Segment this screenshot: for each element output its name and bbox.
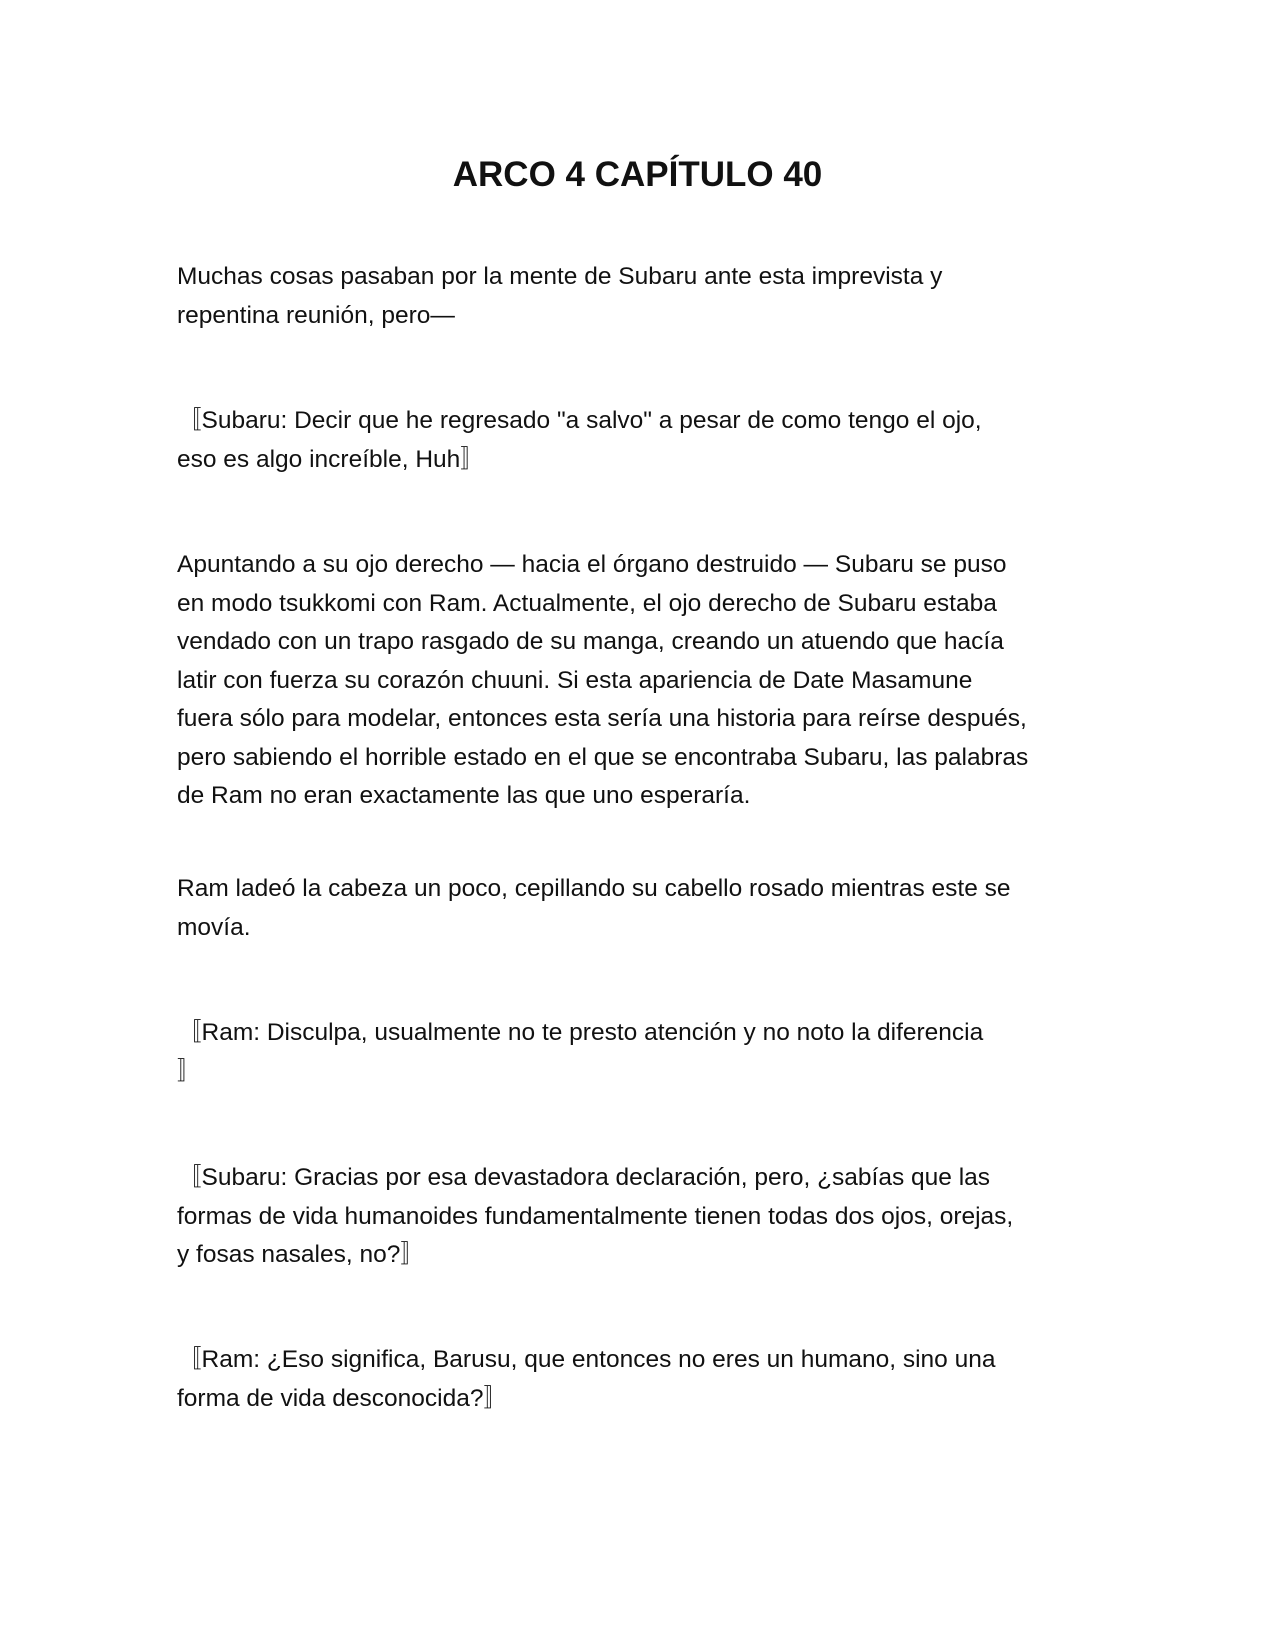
dialogue-ram-1: 〚Ram: Disculpa, usualmente no te presto atención y no noto la diferencia 〛 — [177, 1019, 984, 1085]
paragraph-intro: Muchas cosas pasaban por la mente de Subaru ante esta imprevista y repentina reunión, pero— — [177, 263, 943, 329]
dialogue-subaru-2: 〚Subaru: Gracias por esa devastadora declaración, pero, ¿sabías que las formas de vida humanoides fundamentalmente tienen todas dos ojos, orejas, y fosas nasales, no?〛 — [177, 1164, 1014, 1268]
paragraph-ram-action: Ram ladeó la cabeza un poco, cepillando su cabello rosado mientras este se movía. — [177, 875, 1011, 941]
dialogue-subaru-1: 〚Subaru: Decir que he regresado "a salvo" a pesar de como tengo el ojo, eso es algo increíble, Huh〛 — [177, 407, 982, 473]
dialogue-ram-2: 〚Ram: ¿Eso significa, Barusu, que entonces no eres un humano, sino una forma de vida desconocida?〛 — [177, 1346, 996, 1412]
chapter-title: ARCO 4 CAPÍTULO 40 — [452, 155, 823, 194]
paragraph-narration: Apuntando a su ojo derecho — hacia el órgano destruido — Subaru se puso en modo tsukkomi con Ram. Actualmente, el ojo derecho de Subaru estaba vendado con un trapo rasgado de su manga, creando un atuendo que hacía latir con fuerza su corazón chuuni. Si esta apariencia de Date Masamune fuera sólo para modelar, entonces esta sería una historia para reírse después, pero sabiendo el horrible estado en el que se encontraba Subaru, las palabras de Ram no eran exactamente las que uno esperaría. — [177, 551, 1029, 809]
